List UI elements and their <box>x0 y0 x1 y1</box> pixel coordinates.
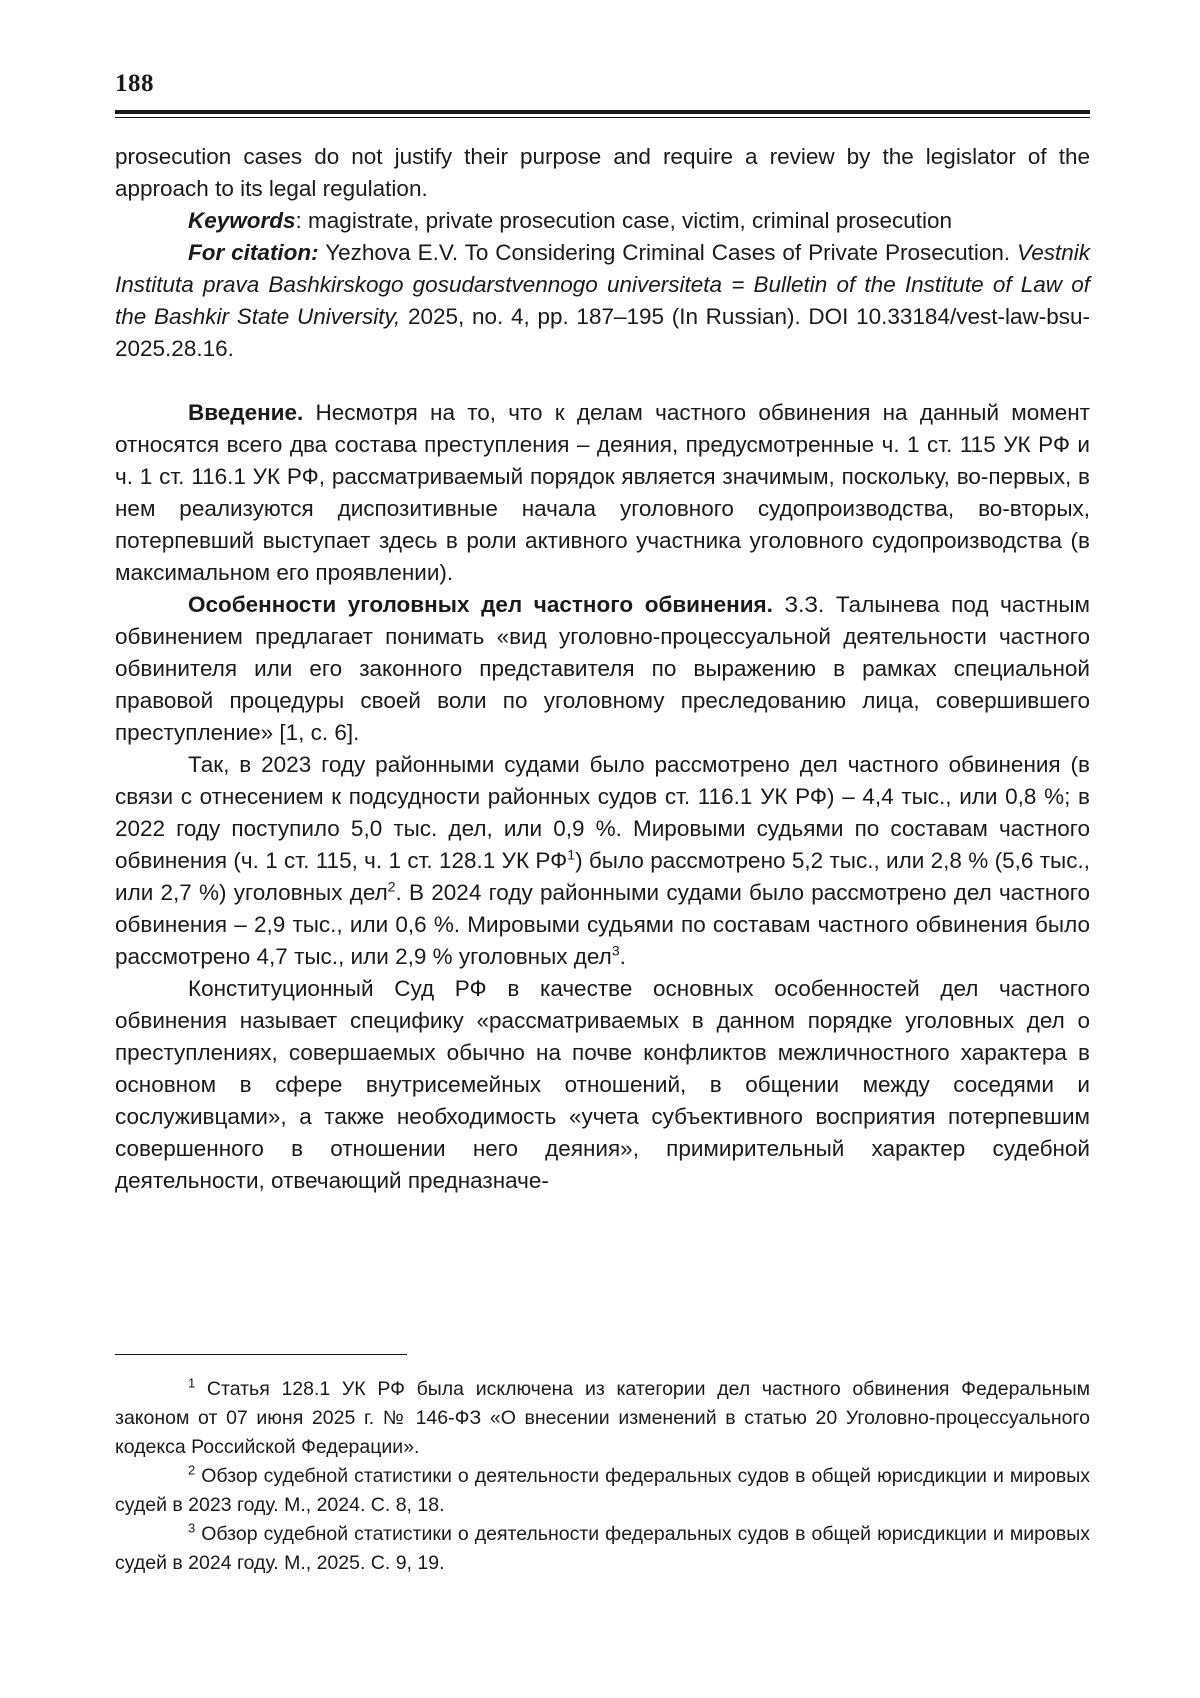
features-paragraph <box>115 589 1090 749</box>
stats-text-c: . В 2024 году районными судами было рассмотрено дел частного обвинения – 2,9 тыс., или 0,6 %. Мировыми судьями по составам частного обвинения было рассмотрено 4,7 тыс., или 2,9 % уголовных дел <box>115 880 1090 969</box>
footnote-text: Статья 128.1 УК РФ была исключена из категории дел частного обвинения Федеральным законом от 07 июня 2025 г. № 146-ФЗ «О внесении изменений в статью 20 Уголовно-процессуального кодекса Российской Федерации». <box>115 1378 1090 1458</box>
citation-text-after: 2025, no. 4, pp. 187–195 (In Russian). DOI 10.33184/vest-law-bsu-2025.28.16. <box>115 304 1090 361</box>
abstract-tail: prosecution cases do not justify their purpose and require a review by the legislator of the approach to its legal regulation. <box>115 144 1090 201</box>
court-paragraph: Конституционный Суд РФ в качестве основных особенностей дел частного обвинения называет специфику «рассматриваемых в данном порядке уголовных дел о преступлениях, совершаемых обычно на почве конфликтов межличностного характера в основном в сфере внутрисемейных отношений, в общении между соседями и сослуживцами», а также необходимость «учета субъективного восприятия потерпевшим совершенного в отношении него деяния», примирительный характер судебной деятельности, отвечающий предназначе- <box>115 976 1090 1193</box>
footnote-number: 1 <box>188 1375 196 1391</box>
citation-text-before: Yezhova E.V. To Considering Criminal Cases of Private Prosecution. <box>318 240 1018 265</box>
footnote-ref-3[interactable]: 3 <box>611 942 620 959</box>
footnote-text: Обзор судебной статистики о деятельности федеральных судов в общей юрисдикции и мировых судей в 2024 году. М., 2025. С. 9, 19. <box>115 1523 1090 1574</box>
section-gap <box>115 365 1090 397</box>
citation-label: For citation: <box>188 240 319 265</box>
footnote-1 <box>115 1375 1090 1462</box>
footnote-3 <box>115 1520 1090 1578</box>
citation-paragraph <box>115 237 1090 365</box>
footnote-ref-1[interactable]: 1 <box>567 846 576 863</box>
header-rule-thick <box>115 110 1090 114</box>
intro-paragraph <box>115 397 1090 589</box>
keywords-label: Keywords <box>188 208 296 233</box>
stats-text-d: . <box>619 944 626 969</box>
keywords-paragraph <box>115 205 1090 237</box>
statistics-paragraph <box>115 749 1090 973</box>
article-body <box>115 141 1090 1197</box>
footnote-separator <box>115 1354 407 1355</box>
stats-text-a: Так, в 2023 году районными судами было рассмотрено дел частного обвинения (в связи с отнесением к подсудности районных судов ст. 116.1 УК РФ) – 4,4 тыс., или 0,8 %; в 2022 году поступило 5,0 тыс. дел, или 0,9 %. Мировыми судьями по составам частного обвинения (ч. 1 ст. 115, ч. 1 ст. 128.1 УК РФ <box>115 752 1090 873</box>
header-rule-thin <box>115 117 1090 118</box>
page-number: 188 <box>115 70 154 97</box>
footnote-number: 2 <box>188 1462 196 1478</box>
footnote-2 <box>115 1462 1090 1520</box>
footnote-ref-2[interactable]: 2 <box>387 878 396 895</box>
intro-text: Несмотря на то, что к делам частного обвинения на данный момент относятся всего два состава преступления – деяния, предусмотренные ч. 1 ст. 115 УК РФ и ч. 1 ст. 116.1 УК РФ, рассматриваемый порядок является значимым, поскольку, во-первых, в нем реализуются диспозитивные начала уголовного судопроизводства, во-вторых, потерпевший выступает здесь в роли активного участника уголовного судопроизводства (в максимальном его проявлении). <box>115 400 1090 585</box>
intro-heading: Введение. <box>188 400 304 425</box>
footnote-text: Обзор судебной статистики о деятельности федеральных судов в общей юрисдикции и мировых судей в 2023 году. М., 2024. С. 8, 18. <box>115 1465 1090 1516</box>
keywords-text: : magistrate, private prosecution case, victim, criminal prosecution <box>295 208 953 233</box>
footnote-number: 3 <box>188 1520 196 1536</box>
stats-text-b: ) было рассмотрено 5,2 тыс., или 2,8 % (5,6 тыс., или 2,7 %) уголовных дел <box>115 848 1090 905</box>
footnotes <box>115 1375 1090 1578</box>
features-text: З.З. Талынева под частным обвинением предлагает понимать «вид уголовно-процессуальной деятельности частного обвинителя или его законного представителя по выражению в рамках специальной правовой процедуры своей воли по уголовному преследованию лица, совершившего преступление» [1, с. 6]. <box>115 592 1090 745</box>
features-heading: Особенности уголовных дел частного обвинения. <box>188 592 773 617</box>
citation-journal: Vestnik Instituta prava Bashkirskogo gosudarstvennogo universiteta = Bulletin of the Institute of Law of the Bashkir State University, <box>115 240 1090 329</box>
